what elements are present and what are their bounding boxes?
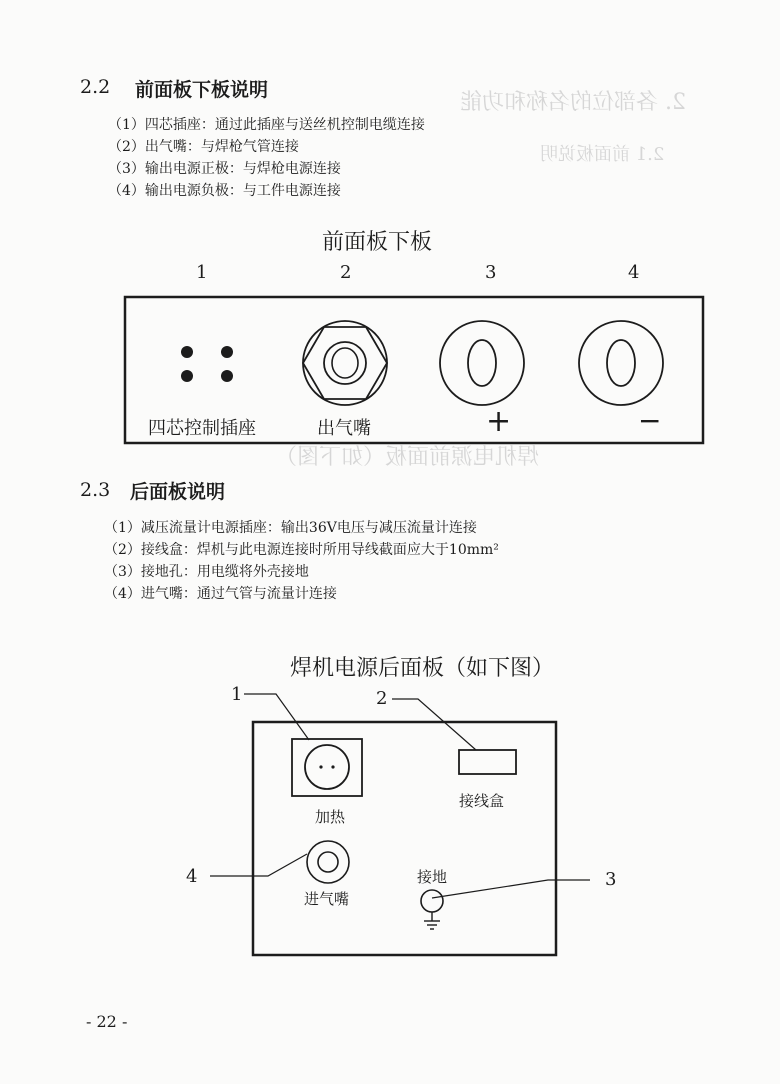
rear-description-list [104, 517, 499, 605]
callout-number: 4 [628, 262, 640, 283]
socket-pin [181, 346, 193, 358]
figure-title: 前面板下板 [322, 230, 433, 255]
leader-line-3 [432, 880, 590, 898]
heater-label: 加热 [315, 808, 346, 826]
heater-socket [292, 739, 362, 796]
list-item: （4）进气嘴：通过气管与流量计连接 [104, 586, 337, 602]
socket-pin [181, 370, 193, 382]
rear-panel-frame [253, 722, 556, 955]
junction-box [459, 750, 516, 774]
section-title: 前面板下板说明 [135, 79, 269, 101]
callout-number: 3 [485, 262, 497, 283]
list-item: （2）接线盒：焊机与此电源连接时所用导线截面应大于10mm² [104, 542, 499, 558]
list-item: （1）四芯插座：通过此插座与送丝机控制电缆连接 [108, 117, 425, 133]
gas-outlet-label: 出气嘴 [317, 418, 371, 439]
bleed-through-text: 2.1 前面板说明 [540, 144, 665, 165]
socket-pin [221, 346, 233, 358]
list-item: （1）减压流量计电源插座：输出36V电压与减压流量计连接 [104, 520, 477, 536]
callout-number: 2 [340, 262, 352, 283]
callout-number: 3 [605, 869, 617, 890]
leader-line-4 [210, 854, 307, 876]
section-number: 2.3 [80, 479, 111, 501]
positive-label: + [486, 404, 512, 439]
callout-number: 2 [376, 688, 388, 709]
callout-number: 1 [196, 262, 208, 283]
positive-terminal [440, 321, 524, 405]
list-item: （3）输出电源正极：与焊枪电源连接 [108, 161, 341, 177]
list-item: （4）输出电源负极：与工件电源连接 [108, 183, 341, 199]
ground-label: 接地 [417, 868, 448, 886]
four-pin-socket-label: 四芯控制插座 [148, 418, 256, 439]
bleed-through-text: 焊机电源前面板（如下图） [275, 445, 540, 470]
page-number: - 22 - [86, 1012, 128, 1031]
section-number: 2.2 [80, 76, 111, 98]
socket-pin [221, 370, 233, 382]
four-pin-socket [181, 346, 233, 382]
gas-inlet-fitting [307, 841, 349, 883]
gas-inlet-label: 进气嘴 [304, 890, 350, 908]
gas-outlet-fitting [303, 321, 387, 405]
list-item: （2）出气嘴：与焊枪气管连接 [108, 139, 299, 155]
negative-terminal [579, 321, 663, 405]
ground-symbol [421, 890, 443, 929]
leader-line-2 [392, 699, 476, 750]
callout-number: 1 [231, 684, 243, 705]
list-item: （3）接地孔：用电缆将外壳接地 [104, 564, 309, 580]
junction-box-label: 接线盒 [459, 792, 505, 810]
negative-label: − [638, 404, 662, 437]
figure-title: 焊机电源后面板（如下图） [290, 656, 555, 681]
bleed-through-text: 2. 各部位的名称和功能 [460, 90, 686, 115]
callout-number: 4 [186, 866, 198, 887]
section-title: 后面板说明 [130, 481, 226, 503]
